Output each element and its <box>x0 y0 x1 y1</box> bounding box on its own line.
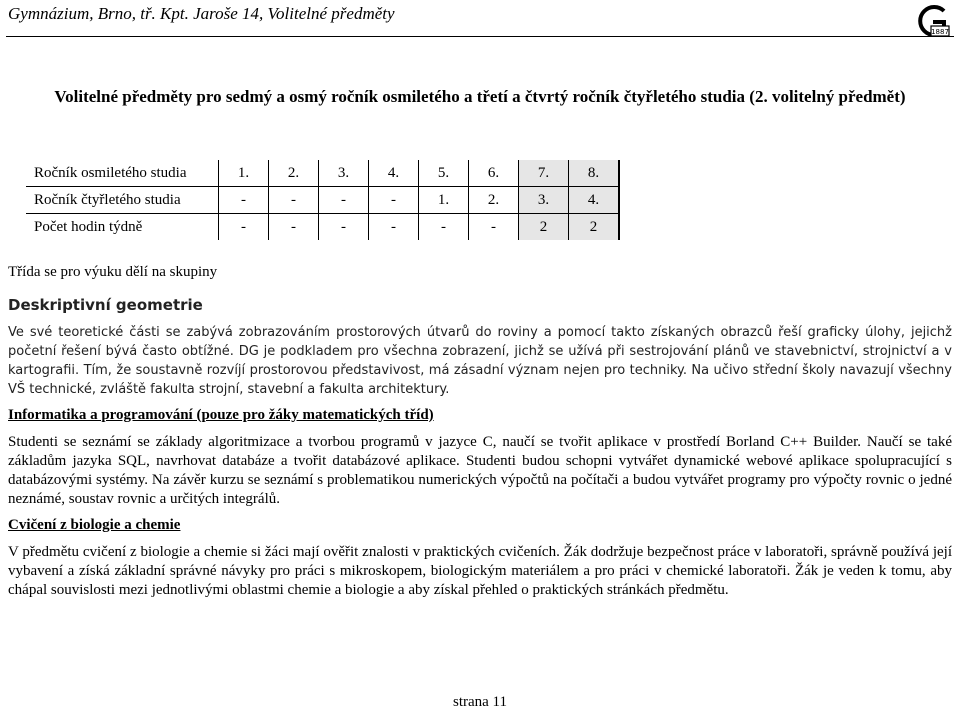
table-cell: - <box>319 187 369 214</box>
page-heading: Volitelné předměty pro sedmý a osmý ročník osmiletého a třetí a čtvrtý ročník čtyřletého studia (2. volitelný předmět) <box>54 87 906 106</box>
section-title: Deskriptivní geometrie <box>8 296 203 314</box>
logo-text: 1887 <box>931 28 949 36</box>
table-cell: 8. <box>569 160 620 187</box>
table-cell: 2 <box>519 214 569 241</box>
table-cell: 2 <box>569 214 620 241</box>
table-cell: 4. <box>569 187 620 214</box>
table-cell: - <box>269 214 319 241</box>
section-text-part: Na učivo střední školy navazují všechny VŠ technické, zvláště fakulta strojní, stavební a fakulta architektury. <box>8 363 952 397</box>
table-row <box>26 187 619 214</box>
section-text: Studenti se seznámí se základy algoritmizace a tvorbou programů v jazyce C, naučí se tvořit aplikace v prostředí Borland C++ Builder. Naučí se také základům jazyka SQL, navrhovat databáze a tvořit databázové aplikace. Studenti budou schopni vytvářet dynamické webové aplikace spolupracující s databázovými systémy. Na závěr kurzu se seznámí s problematikou numerických výpočtů na počítači a budou vytvářet programy pro výpočty rovnic o jedné neznámé, soustav rovnic a určitých integrálů. <box>8 434 952 507</box>
row-label: Počet hodin týdně <box>26 214 219 241</box>
section-text-part: Ve své teoretické části se zabývá zobrazováním prostorových útvarů do roviny a pomocí takto získaných obrazců řeší graficky úlohy, jejichž početní řešení bývá často obtížné. DG je podkladem pro všechna zobrazení, jichž se užívá při sestrojování plánů ve stavebnictví, strojnictví a v kartografii. Tím, že soustavně rozvíjí prostorovou představivost, má zásadní význam nejen pro techniky. <box>8 325 952 378</box>
table-cell: - <box>369 187 419 214</box>
table-cell: - <box>319 214 369 241</box>
table-cell: 1. <box>219 160 269 187</box>
section-text: V předmětu cvičení z biologie a chemie si žáci mají ověřit znalosti v praktických cvičeních. Žák dodržuje bezpečnost práce v laboratoři, správně používá její vybavení a získá základní správné návyky pro práci s mikroskopem, biologickým materiálem a pro práci v chemické laboratoři. Žák je veden k tomu, aby chápal souvislosti mezi jednotlivými oblastmi chemie a biologie a aby získal přehled o praktických stránkách předmětu. <box>8 544 952 598</box>
section-text <box>8 323 952 399</box>
page-number: strana 11 <box>452 694 507 710</box>
section-descriptive-geometry <box>8 296 952 399</box>
schedule-table <box>26 160 620 240</box>
table-row <box>26 214 619 241</box>
group-note: Třída se pro výuku dělí na skupiny <box>8 264 218 280</box>
table-cell: 6. <box>469 160 519 187</box>
table-cell: 4. <box>369 160 419 187</box>
table-cell: 2. <box>469 187 519 214</box>
table-cell: 3. <box>519 187 569 214</box>
row-label: Ročník osmiletého studia <box>26 160 219 187</box>
table-cell: 7. <box>519 160 569 187</box>
table-cell: 1. <box>419 187 469 214</box>
section-title: Cvičení z biologie a chemie <box>8 517 181 533</box>
school-logo <box>914 2 950 40</box>
table-cell: - <box>369 214 419 241</box>
table-cell: - <box>469 214 519 241</box>
table-cell: - <box>219 187 269 214</box>
table-cell: 5. <box>419 160 469 187</box>
header-rule <box>6 36 954 37</box>
table-cell: 3. <box>319 160 369 187</box>
table-cell: 2. <box>269 160 319 187</box>
section-title: Informatika a programování (pouze pro žáky matematických tříd) <box>8 407 434 423</box>
table-cell: - <box>419 214 469 241</box>
table-cell: - <box>219 214 269 241</box>
section-biology-chemistry <box>8 516 952 600</box>
row-label: Ročník čtyřletého studia <box>26 187 219 214</box>
section-informatics <box>8 406 952 509</box>
header-title: Gymnázium, Brno, tř. Kpt. Jaroše 14, Volitelné předměty <box>8 4 395 23</box>
table-row <box>26 160 619 187</box>
table-cell: - <box>269 187 319 214</box>
